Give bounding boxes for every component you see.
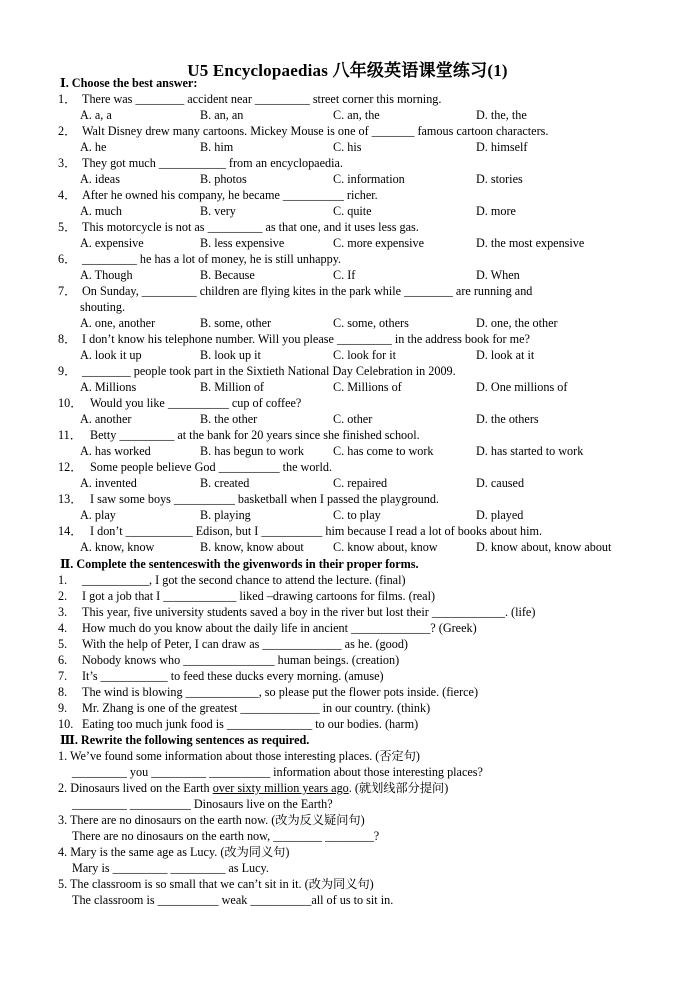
question-number: 8． xyxy=(58,332,77,346)
rewrite-4-answer: Mary is _________ _________ as Lucy. xyxy=(72,861,269,875)
question-4 xyxy=(58,187,378,203)
item-text: With the help of Peter, I can draw as _____________ as he. (good) xyxy=(82,637,408,651)
option-c: C. If xyxy=(333,268,356,282)
option-b: B. photos xyxy=(200,172,247,186)
question-text: I don’t ___________ Edison, but I __________ him because I read a lot of books about him. xyxy=(90,524,543,538)
question-number: 10． xyxy=(58,396,83,410)
question-2 xyxy=(58,123,548,139)
fill-in-1 xyxy=(58,572,406,588)
option-a: A. a, a xyxy=(80,108,112,122)
question-5 xyxy=(58,219,419,235)
option-c: C. has come to work xyxy=(333,444,434,458)
item-text: This year, five university students saved a boy in the river but lost their ____________. (life) xyxy=(82,605,536,619)
question-text: This motorcycle is not as _________ as that one, and it uses less gas. xyxy=(82,220,419,234)
question-12 xyxy=(58,459,332,475)
question-text: _________ he has a lot of money, he is still unhappy. xyxy=(82,252,342,266)
option-d: D. look at it xyxy=(476,348,535,362)
question-number: 4． xyxy=(58,188,77,202)
option-d: D. the, the xyxy=(476,108,527,122)
question-number: 7． xyxy=(58,284,77,298)
item-text: How much do you know about the daily life in ancient _____________? (Greek) xyxy=(82,621,477,635)
item-number: 8. xyxy=(58,685,68,699)
item-text: ___________, I got the second chance to attend the lecture. (final) xyxy=(82,573,406,587)
option-b: B. some, other xyxy=(200,316,272,330)
option-b: B. an, an xyxy=(200,108,244,122)
option-d: D. the others xyxy=(476,412,539,426)
option-d: D. has started to work xyxy=(476,444,584,458)
item-text: Nobody knows who _______________ human beings. (creation) xyxy=(82,653,400,667)
option-b: B. created xyxy=(200,476,250,490)
item-text: I got a job that I ____________ liked –drawing cartoons for films. (real) xyxy=(82,589,436,603)
option-c: C. know about, know xyxy=(333,540,438,554)
option-d: D. caused xyxy=(476,476,525,490)
item-text: Mr. Zhang is one of the greatest _____________ in our country. (think) xyxy=(82,701,431,715)
section-2-heading: Ⅱ. Complete the sentenceswith the givenwords in their proper forms. xyxy=(60,557,419,571)
option-c: C. Millions of xyxy=(333,380,402,394)
question-number: 11． xyxy=(58,428,82,442)
option-c: C. his xyxy=(333,140,362,154)
option-b: B. look up it xyxy=(200,348,261,362)
option-c: C. to play xyxy=(333,508,381,522)
section-1-heading: Ⅰ. Choose the best answer: xyxy=(60,76,198,90)
item-number: 6. xyxy=(58,653,68,667)
question-text: Would you like __________ cup of coffee? xyxy=(90,396,302,410)
fill-in-4 xyxy=(58,620,477,636)
option-b: B. the other xyxy=(200,412,258,426)
question-14 xyxy=(58,523,542,539)
page-title: U5 Encyclopaedias 八年级英语课堂练习(1) xyxy=(187,61,508,80)
option-a: A. look it up xyxy=(80,348,142,362)
rewrite-2: 2. Dinosaurs lived on the Earth over sixty million years ago. (就划线部分提问) xyxy=(58,781,449,795)
option-a: A. Though xyxy=(80,268,133,282)
question-text: Some people believe God __________ the world. xyxy=(90,460,333,474)
item-number: 4. xyxy=(58,621,68,635)
question-number: 3． xyxy=(58,156,77,170)
option-a: A. invented xyxy=(80,476,137,490)
question-text: Betty _________ at the bank for 20 years since she finished school. xyxy=(90,428,420,442)
option-d: D. one, the other xyxy=(476,316,558,330)
question-number: 9． xyxy=(58,364,77,378)
question-10 xyxy=(58,395,301,411)
option-a: A. know, know xyxy=(80,540,155,554)
option-d: D. more xyxy=(476,204,516,218)
option-b: B. him xyxy=(200,140,234,154)
question-13 xyxy=(58,491,439,507)
option-d: D. One millions of xyxy=(476,380,568,394)
item-number: 1. xyxy=(58,573,68,587)
fill-in-3 xyxy=(58,604,535,620)
fill-in-2 xyxy=(58,588,435,604)
rewrite-1: 1. We’ve found some information about those interesting places. (否定句) xyxy=(58,749,420,763)
option-a: A. another xyxy=(80,412,132,426)
option-a: A. ideas xyxy=(80,172,120,186)
fill-in-10 xyxy=(58,716,418,732)
question-number: 14． xyxy=(58,524,83,538)
question-3 xyxy=(58,155,343,171)
question-11 xyxy=(58,427,420,443)
question-9 xyxy=(58,363,456,379)
option-a: A. has worked xyxy=(80,444,151,458)
item-text: The wind is blowing ____________, so please put the flower pots inside. (fierce) xyxy=(82,685,479,699)
option-d: D. himself xyxy=(476,140,528,154)
fill-in-7 xyxy=(58,668,384,684)
question-number: 12． xyxy=(58,460,83,474)
question-number: 6． xyxy=(58,252,77,266)
section-3-heading: Ⅲ. Rewrite the following sentences as required. xyxy=(60,733,310,747)
option-c: C. an, the xyxy=(333,108,380,122)
rewrite-3: 3. There are no dinosaurs on the earth now. (改为反义疑问句) xyxy=(58,813,365,827)
question-text-continued: shouting. xyxy=(80,300,126,314)
rewrite-4: 4. Mary is the same age as Lucy. (改为同义句) xyxy=(58,845,290,859)
option-c: C. other xyxy=(333,412,373,426)
question-number: 1． xyxy=(58,92,77,106)
item-text: Eating too much junk food is ______________ to our bodies. (harm) xyxy=(82,717,419,731)
question-number: 2． xyxy=(58,124,77,138)
option-a: A. expensive xyxy=(80,236,144,250)
option-d: D. When xyxy=(476,268,520,282)
question-7 xyxy=(58,283,532,299)
option-c: C. repaired xyxy=(333,476,388,490)
question-8 xyxy=(58,331,530,347)
rewrite-5: 5. The classroom is so small that we can’t sit in it. (改为同义句) xyxy=(58,877,374,891)
option-b: B. very xyxy=(200,204,236,218)
question-text: There was ________ accident near _________ street corner this morning. xyxy=(82,92,442,106)
item-number: 2. xyxy=(58,589,68,603)
question-6 xyxy=(58,251,341,267)
option-b: B. has begun to work xyxy=(200,444,304,458)
question-text: They got much ___________ from an encyclopaedia. xyxy=(82,156,343,170)
option-c: C. quite xyxy=(333,204,372,218)
option-a: A. much xyxy=(80,204,122,218)
question-1 xyxy=(58,91,441,107)
rewrite-1-answer: _________ you _________ __________ information about those interesting places? xyxy=(72,765,483,779)
option-b: B. know, know about xyxy=(200,540,304,554)
item-number: 9. xyxy=(58,701,68,715)
item-number: 3. xyxy=(58,605,68,619)
option-b: B. Because xyxy=(200,268,255,282)
fill-in-5 xyxy=(58,636,408,652)
rewrite-5-answer: The classroom is __________ weak __________all of us to sit in. xyxy=(72,893,394,907)
rewrite-3-answer: There are no dinosaurs on the earth now, ________ ________? xyxy=(72,829,380,843)
question-text: Walt Disney drew many cartoons. Mickey Mouse is one of _______ famous cartoon characters. xyxy=(82,124,549,138)
item-number: 7. xyxy=(58,669,68,683)
option-b: B. playing xyxy=(200,508,251,522)
item-number: 5. xyxy=(58,637,68,651)
option-d: D. the most expensive xyxy=(476,236,585,250)
option-c: C. information xyxy=(333,172,405,186)
question-text: On Sunday, _________ children are flying kites in the park while ________ are running and xyxy=(82,284,533,298)
question-number: 5． xyxy=(58,220,77,234)
question-text: I don’t know his telephone number. Will you please _________ in the address book for me? xyxy=(82,332,530,346)
fill-in-9 xyxy=(58,700,430,716)
option-c: C. look for it xyxy=(333,348,396,362)
question-text: After he owned his company, he became __________ richer. xyxy=(82,188,378,202)
fill-in-6 xyxy=(58,652,399,668)
item-number: 10. xyxy=(58,717,74,731)
option-a: A. he xyxy=(80,140,107,154)
rewrite-2-answer: _________ __________ Dinosaurs live on the Earth? xyxy=(72,797,333,811)
option-d: D. played xyxy=(476,508,524,522)
question-text: I saw some boys __________ basketball when I passed the playground. xyxy=(90,492,439,506)
question-text: ________ people took part in the Sixtieth National Day Celebration in 2009. xyxy=(82,364,456,378)
option-c: C. more expensive xyxy=(333,236,425,250)
item-text: It’s ___________ to feed these ducks every morning. (amuse) xyxy=(82,669,384,683)
underlined-phrase: over sixty million years ago xyxy=(212,781,349,795)
option-d: D. stories xyxy=(476,172,523,186)
question-number: 13． xyxy=(58,492,83,506)
option-d: D. know about, know about xyxy=(476,540,612,554)
option-a: A. play xyxy=(80,508,116,522)
option-b: B. Million of xyxy=(200,380,264,394)
fill-in-8 xyxy=(58,684,478,700)
option-b: B. less expensive xyxy=(200,236,285,250)
option-a: A. one, another xyxy=(80,316,156,330)
option-c: C. some, others xyxy=(333,316,409,330)
option-a: A. Millions xyxy=(80,380,137,394)
